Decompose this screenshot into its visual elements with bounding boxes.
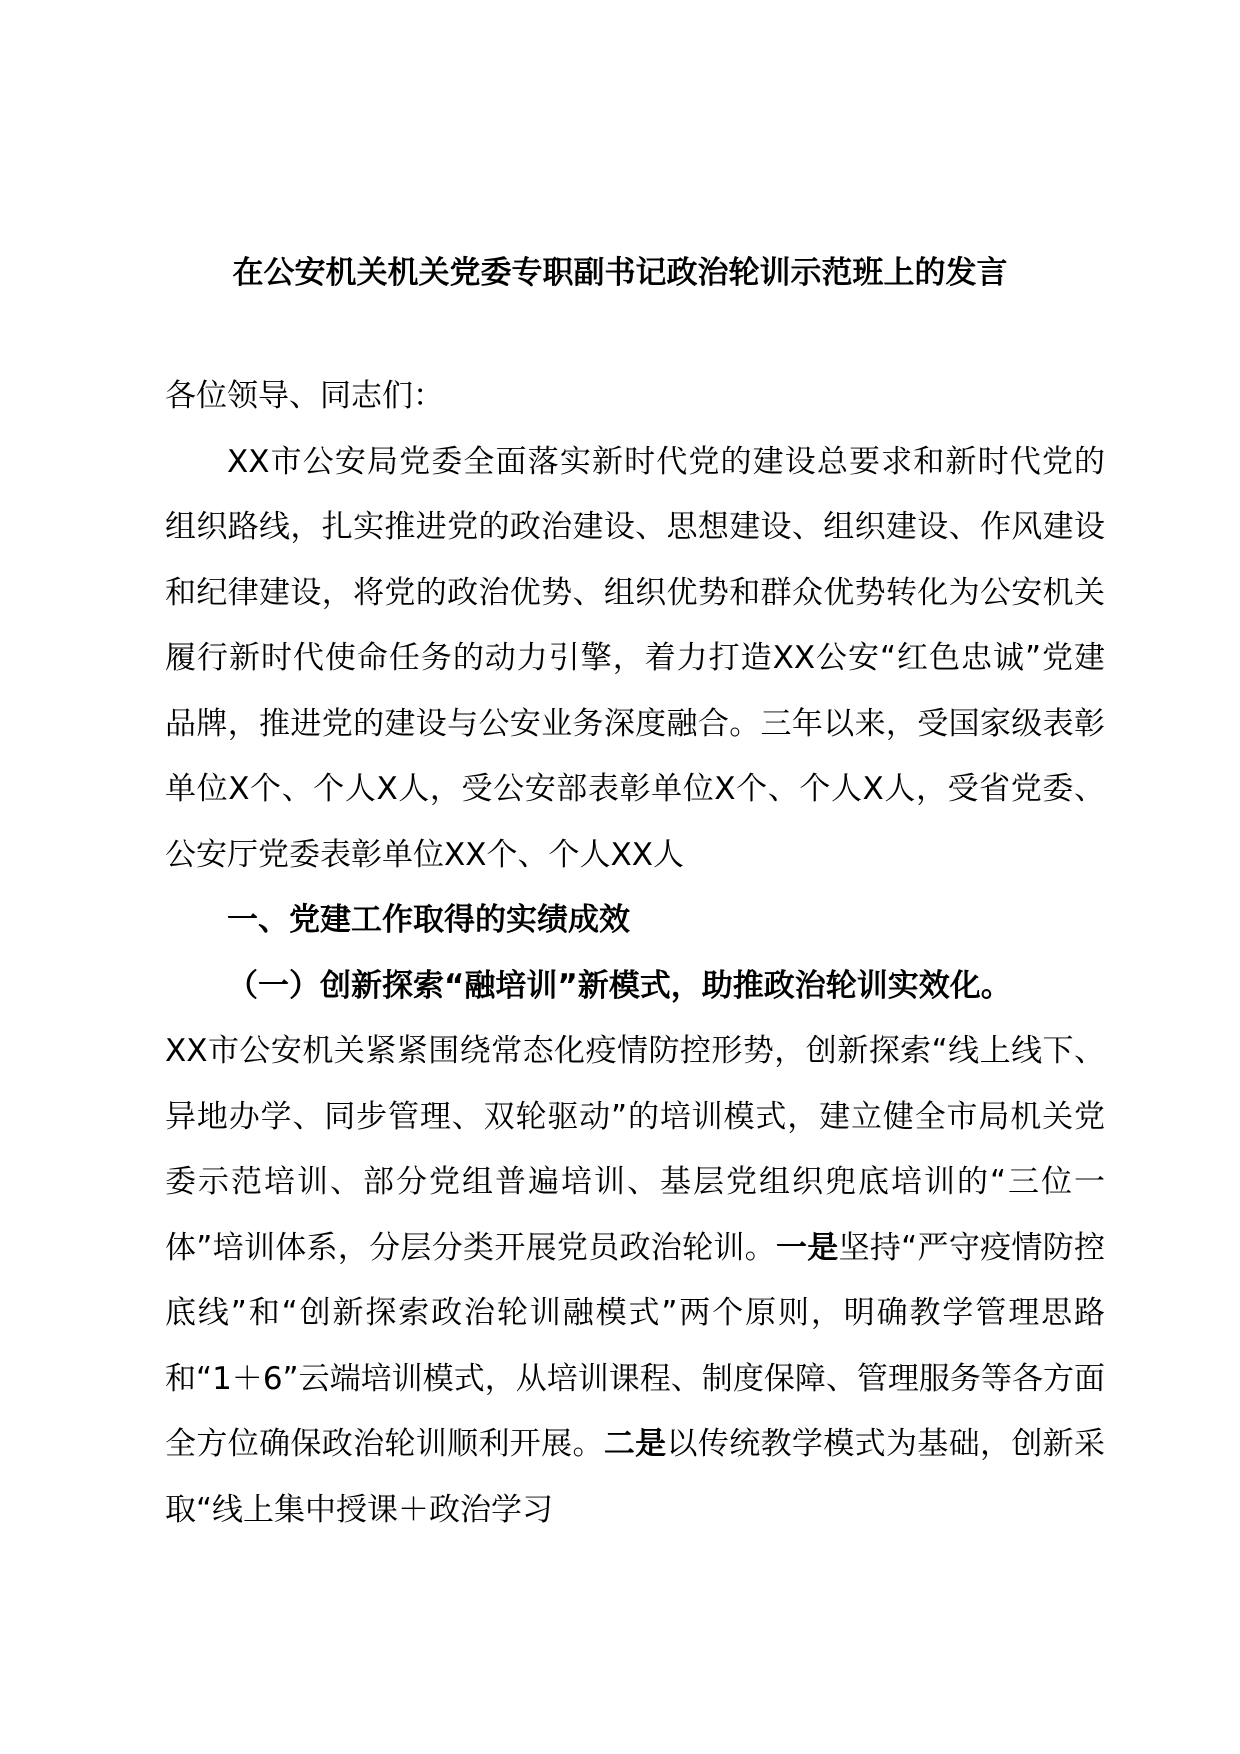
lead-marker: 一是 xyxy=(775,1229,839,1266)
intro-paragraph: XX市公安局党委全面落实新时代党的建设总要求和新时代党的组织路线，扎实推进党的政治建设、思想建设、组织建设、作风建设和纪律建设，将党的政治优势、组织优势和群众优势转化为公安机关履行新时代使命任务的动力引擎，着力打造XX公安“红色忠诚”党建品牌，推进党的建设与公安业务深度融合。三年以来，受国家级表彰单位X个、个人X人，受公安部表彰单位X个、个人X人，受省党委、公安厅党委表彰单位XX个、个人XX人 xyxy=(165,443,1105,873)
paragraph-text: 坚持“严守疫情防控底线”和“创新探索政治轮训融模式”两个原则，明确教学管理思路和“1＋6”云端培训模式，从培训课程、制度保障、管理服务等各方面全方位确保政治轮训顺利开展。 xyxy=(165,1229,1106,1462)
greeting: 各位领导、同志们： xyxy=(165,378,444,414)
paragraph-text: XX市公安机关紧紧围绕常态化疫情防控形势，创新探索“线上线下、异地办学、同步管理、双轮驱动”的培训模式，建立健全市局机关党委示范培训、部分党组普遍培训、基层党组织兜底培训的“三位一体”培训体系，分层分类开展党员政治轮训。 xyxy=(165,1033,1105,1266)
paragraph-text: 以传统教学模式为基础，创新采取“线上集中授课＋政治学习 xyxy=(165,1426,1106,1528)
document-title: 在公安机关机关党委专职副书记政治轮训示范班上的发言 xyxy=(232,255,1008,291)
document-body xyxy=(165,364,1105,1543)
lead-marker: 二是 xyxy=(603,1426,667,1462)
section-heading: 一、党建工作取得的实绩成效 xyxy=(227,902,630,938)
subsection-heading: （一）创新探索“融培训”新模式，助推政治轮训实效化。 xyxy=(227,967,1012,1004)
subsection-paragraph xyxy=(165,1019,1105,1543)
